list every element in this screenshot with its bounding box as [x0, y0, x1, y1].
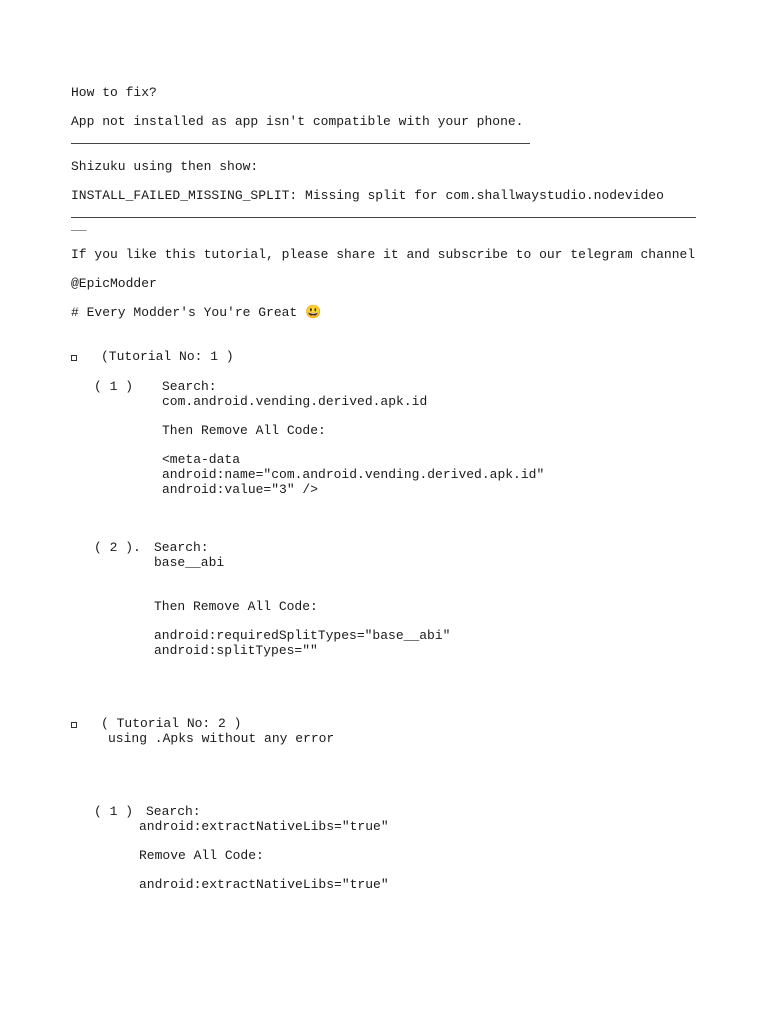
action-text: Then Remove All Code: [154, 599, 318, 614]
code-line: android:name="com.android.vending.derived.apk.id" [162, 467, 545, 482]
channel-handle: @EpicModder [71, 276, 157, 291]
code-line: android:extractNativeLibs="true" [139, 877, 389, 892]
code-line: <meta-data [162, 452, 241, 467]
install-error: INSTALL_FAILED_MISSING_SPLIT: Missing split for com.shallwaystudio.nodevideo [71, 188, 664, 203]
code-line: android:requiredSplitTypes="base__abi" [154, 628, 451, 643]
step-number: ( 2 ). [94, 540, 141, 555]
search-value: com.android.vending.derived.apk.id [162, 394, 428, 409]
divider-tail: __ [71, 218, 87, 233]
error-message: App not installed as app isn't compatible with your phone. [71, 114, 524, 129]
code-line: android:splitTypes="" [154, 643, 318, 658]
search-value: base__abi [154, 555, 225, 570]
search-value: android:extractNativeLibs="true" [139, 819, 389, 834]
tutorial1-title: (Tutorial No: 1 ) [101, 349, 234, 364]
share-text: If you like this tutorial, please share it and subscribe to our telegram channel [71, 247, 696, 262]
search-label: Search: [154, 540, 209, 555]
search-label: Search: [162, 379, 217, 394]
search-label: Search: [146, 804, 201, 819]
bullet-icon [71, 355, 77, 361]
action-text: Remove All Code: [139, 848, 264, 863]
tutorial2-subtitle: using .Apks without any error [108, 731, 335, 746]
question-text: How to fix? [71, 85, 157, 100]
step-number: ( 1 ) [94, 804, 134, 819]
step-number: ( 1 ) [94, 379, 134, 394]
divider [71, 217, 696, 218]
shizuku-intro: Shizuku using then show: [71, 159, 259, 174]
tutorial2-title: ( Tutorial No: 2 ) [101, 716, 242, 731]
code-line: android:value="3" /> [162, 482, 319, 497]
action-text: Then Remove All Code: [162, 423, 326, 438]
tagline: # Every Modder's You're Great 😃 [71, 305, 322, 320]
bullet-icon [71, 722, 77, 728]
divider [71, 143, 530, 144]
